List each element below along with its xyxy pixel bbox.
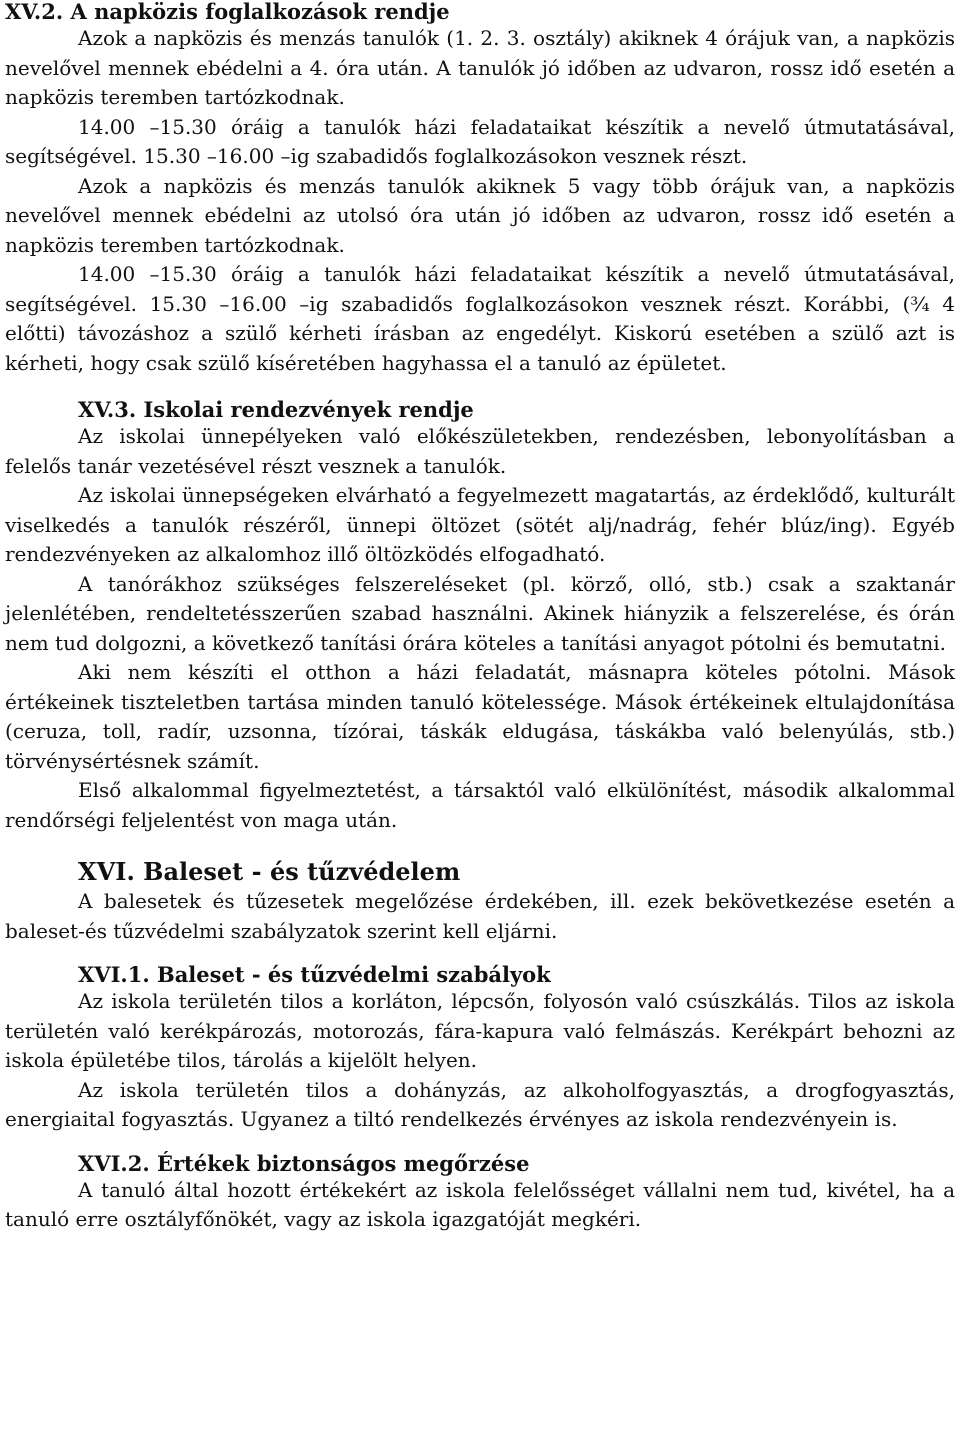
- section-xvi1: [5, 963, 955, 1135]
- heading-xv3: XV.3. Iskolai rendezvények rendje: [78, 397, 474, 422]
- paragraph: Az iskolai ünnepélyeken való előkészületekben, rendezésben, lebonyolításban a felelős tanár vezetésével részt vesznek a tanulók.: [5, 424, 955, 478]
- section-xvi: [5, 857, 955, 946]
- paragraph: Az iskola területén tilos a korláton, lépcsőn, folyosón való csúszkálás. Tilos az iskola területén való kerékpározás, motorozás, fára-kapura való felmászás. Kerékpárt behozni az iskola épületébe tilos, tárolás a kijelölt helyen.: [5, 989, 955, 1072]
- paragraph: A tanuló által hozott értékekért az iskola felelősséget vállalni nem tud, kivétel, ha a tanuló erre osztályfőnökét, vagy az iskola igazgatóját megkéri.: [5, 1177, 955, 1231]
- paragraph: Azok a napközis és menzás tanulók akiknek 5 vagy több órájuk van, a napközis nevelővel mennek ebédelni az utolsó óra után jó időben az udvaron, rossz idő esetén a napközis teremben tartózkodnak.: [5, 173, 955, 257]
- paragraph: A balesetek és tűzesetek megelőzése érdekében, ill. ezek bekövetkezése esetén a baleset-és tűzvédelmi szabályzatok szerint kell eljárni.: [5, 889, 955, 943]
- heading-xvi1: XVI.1. Baleset - és tűzvédelmi szabályok: [78, 962, 551, 987]
- section-xv2: [5, 0, 955, 378]
- paragraph: Az iskolai ünnepségeken elvárható a fegyelmezett magatartás, az érdeklődő, kulturált viselkedés a tanulók részéről, ünnepi öltözet (sötét alj/nadrág, fehér blúz/ing). Egyéb rendezvényeken az alkalomhoz illő öltözködés elfogadható.: [5, 483, 955, 566]
- document-page: [5, 0, 955, 1235]
- paragraph: A tanórákhoz szükséges felszereléseket (pl. körző, olló, stb.) csak a szaktanár jelenlétében, rendeltetésszerűen szabad használni. Akinek hiányzik a felszerelése, és órán nem tud dolgozni, a következő tanítási órára köteles a tanítási anyagot pótolni és bemutatni.: [5, 571, 955, 655]
- paragraph: Első alkalommal figyelmeztetést, a társaktól való elkülönítést, második alkalommal rendőrségi feljelentést von maga után.: [5, 778, 955, 832]
- paragraph: Azok a napközis és menzás tanulók (1. 2. 3. osztály) akiknek 4 órájuk van, a napközis nevelővel mennek ebédelni a 4. óra után. A tanulók jó időben az udvaron, rossz idő esetén a napközis teremben tartózkodnak.: [5, 26, 955, 109]
- heading-xv2: XV.2. A napközis foglalkozások rendje: [5, 0, 450, 24]
- paragraph: 14.00 –15.30 óráig a tanulók házi feladataikat készítik a nevelő útmutatásával, segítségével. 15.30 –16.00 –ig szabadidős foglalkozásokon vesznek részt.: [5, 114, 955, 168]
- heading-xvi: XVI. Baleset - és tűzvédelem: [78, 857, 461, 886]
- heading-xvi2: XVI.2. Értékek biztonságos megőrzése: [78, 1150, 530, 1176]
- section-xvi2: [5, 1152, 955, 1235]
- paragraph: Az iskola területén tilos a dohányzás, az alkoholfogyasztás, a drogfogyasztás, energiaital fogyasztás. Ugyanez a tiltó rendelkezés érvényes az iskola rendezvényein is.: [5, 1077, 955, 1131]
- paragraph: Aki nem készíti el otthon a házi feladatát, másnapra köteles pótolni. Mások értékeinek tiszteletben tartása minden tanuló kötelessége. Mások értékeinek eltulajdonítása (ceruza, toll, radír, uzsonna, tízórai, táskák eldugása, táskákba való belenyúlás, stb.) törvénysértésnek számít.: [5, 660, 955, 773]
- paragraph: 14.00 –15.30 óráig a tanulók házi feladataikat készítik a nevelő útmutatásával, segítségével. 15.30 –16.00 –ig szabadidős foglalkozásokon vesznek részt. Korábbi, (¾ 4 előtti) távozáshoz a szülő kérheti írásban az engedélyt. Kiskorú esetében a szülő azt is kérheti, hogy csak szülő kíséretében hagyhassa el a tanuló az épületet.: [5, 262, 955, 375]
- section-xv3: [5, 398, 955, 835]
